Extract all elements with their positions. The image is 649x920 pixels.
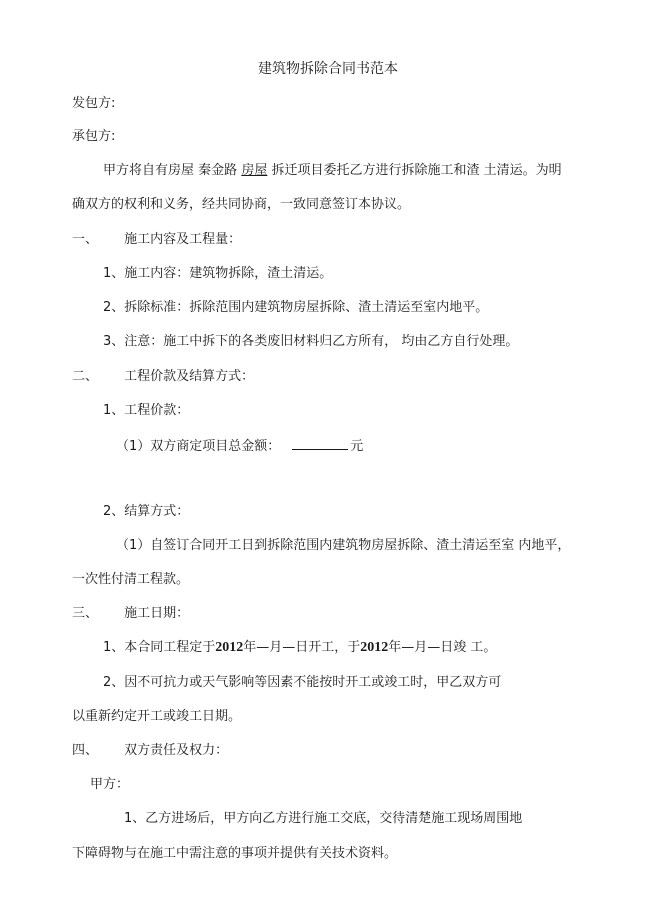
- party-b-label: 承包方:: [72, 129, 116, 144]
- section-2-subitem-2-line-1: （1）自签订合同开工日到拆除范围内建筑物房屋拆除、渣土清运至室 内地平，: [116, 538, 571, 553]
- start-year: 2012: [215, 640, 244, 655]
- start-date-suffix: 年—月—日开工，于: [243, 640, 361, 655]
- end-year: 2012: [360, 640, 389, 655]
- amount-unit: 元: [350, 439, 364, 454]
- section-2-subitem-2-line-2: 一次性付清工程款。: [72, 572, 190, 587]
- section-3-title: 施工日期：: [124, 606, 190, 621]
- section-1-item-3: 3、注意：施工中拆下的各类废旧材料归乙方所有， 均由乙方自行处理。: [103, 334, 519, 349]
- intro-line-2: 确双方的权利和义务，经共同协商，一致同意签订本协议。: [72, 197, 411, 212]
- intro-line-1: [103, 163, 562, 179]
- amount-blank: [292, 437, 348, 450]
- section-4-heading: [72, 743, 228, 759]
- party-a-subheading: 甲方：: [90, 777, 130, 792]
- intro-part-1: 甲方将自有房屋: [103, 163, 195, 178]
- section-2-heading: [72, 369, 254, 385]
- section-2-subitem-1: [116, 437, 363, 455]
- section-3-item-2-line-1: 2、因不可抗力或天气影响等因素不能按时开工或竣工时，甲乙双方可: [103, 675, 502, 690]
- section-4-item-1-line-1: 1、乙方进场后，甲方向乙方进行施工交底，交待清楚施工现场周围地: [124, 811, 523, 826]
- page-title: 建筑物拆除合同书范本: [258, 61, 398, 77]
- section-3-item-1: [103, 640, 496, 656]
- section-2-item-1: 1、工程价款：: [103, 403, 190, 418]
- section-4-title: 双方责任及权力：: [124, 743, 229, 758]
- party-a-label: 发包方:: [72, 96, 116, 111]
- section-2-title: 工程价款及结算方式：: [124, 369, 255, 384]
- section-1-item-2: 2、拆除标准：拆除范围内建筑物房屋拆除、渣土清运至室内地平。: [103, 300, 489, 315]
- end-date-suffix: 年—月—日竣 工。: [388, 640, 497, 655]
- section-3-item-2-line-2: 以重新约定开工或竣工日期。: [72, 709, 242, 724]
- intro-part-2: 拆迁项目委托乙方进行拆除施工和渣 土清运。为明: [271, 163, 562, 178]
- section-2-item-2: 2、结算方式：: [103, 504, 190, 519]
- section-4-number: 四、: [72, 743, 99, 758]
- intro-building: 房屋: [241, 163, 268, 178]
- section-1-item-1: 1、施工内容：建筑物拆除，渣土清运。: [103, 266, 333, 281]
- section-1-heading: [72, 232, 241, 248]
- section-3-heading: [72, 606, 189, 622]
- total-amount-label: （1）双方商定项目总金额：: [116, 439, 281, 454]
- intro-location: 秦金路: [198, 163, 238, 178]
- section-1-number: 一、: [72, 232, 99, 247]
- section-2-number: 二、: [72, 369, 99, 384]
- start-date-prefix: 1、本合同工程定于: [103, 640, 216, 655]
- section-1-title: 施工内容及工程量：: [124, 232, 242, 247]
- section-3-number: 三、: [72, 606, 99, 621]
- section-4-item-1-line-2: 下障碍物与在施工中需注意的事项并提供有关技术资料。: [72, 846, 398, 861]
